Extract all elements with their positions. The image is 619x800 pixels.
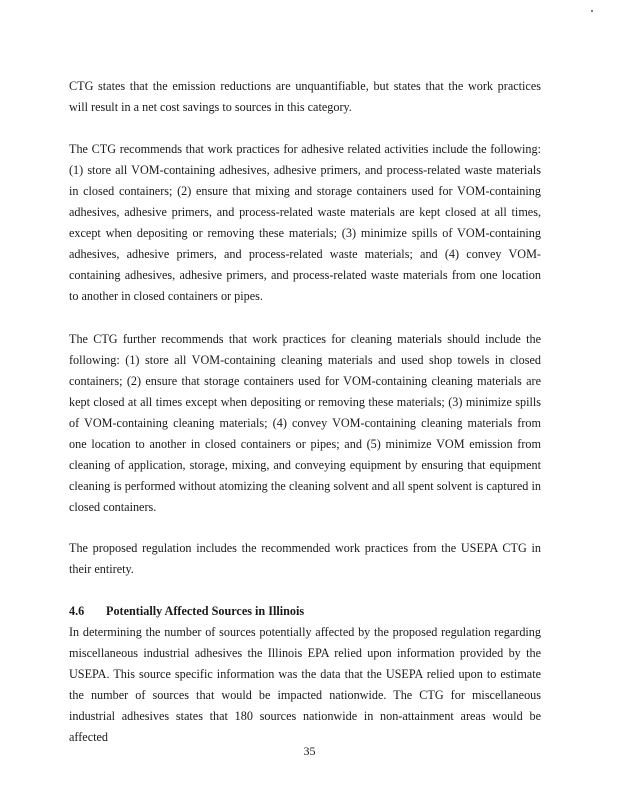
paragraph-cleaning-work-practices: The CTG further recommends that work practices for cleaning materials should include the following: (1) store all VOM-containing cleaning materials and used shop towels in closed containers; (2) ensure that storage containers used for VOM-containing cleaning materials are kept closed at all times except when depositing or removing these materials; (3) minimize spills of VOM-containing cleaning materials; (4) convey VOM-containing cleaning materials from one location to another in closed containers or pipes; and (5) minimize VOM emission from cleaning of application, storage, mixing, and conveying equipment by ensuring that equipment cleaning is performed without atomizing the cleaning solvent and all spent solvent is captured in closed containers. — [69, 332, 541, 514]
paragraph-adhesive-work-practices: The CTG recommends that work practices for adhesive related activities include the following: (1) store all VOM-containing adhesives, adhesive primers, and process-related waste materials in closed containers; (2) ensure that mixing and storage containers used for VOM-containing adhesives, adhesive primers, and process-related waste materials are kept closed at all times, except when depositing or removing these materials; (3) minimize spills of VOM-containing adhesives, adhesive primers, and process-related waste materials; and (4) convey VOM-containing adhesives, adhesive primers, and process-related waste materials from one location to another in closed containers or pipes. — [69, 142, 541, 303]
paragraph-affected-sources: In determining the number of sources potentially affected by the proposed regulation regarding miscellaneous industrial adhesives the Illinois EPA relied upon information provided by the USEPA. This source specific information was the data that the USEPA relied upon to estimate the number of sources that would be impacted nationwide. The CTG for miscellaneous industrial adhesives states that 180 sources nationwide in non-attainment areas would be affected — [69, 625, 541, 744]
page-number: 35 — [303, 744, 316, 758]
paragraph-emission-reductions: CTG states that the emission reductions are unquantifiable, but states that the work practices will result in a net cost savings to sources in this category. — [69, 79, 541, 114]
paragraph-proposed-regulation: The proposed regulation includes the recommended work practices from the USEPA CTG in their entirety. — [69, 541, 541, 576]
section-heading — [69, 601, 304, 622]
section-number: 4.6 — [69, 604, 85, 618]
scan-mark — [591, 10, 593, 12]
section-title: Potentially Affected Sources in Illinois — [106, 604, 305, 618]
